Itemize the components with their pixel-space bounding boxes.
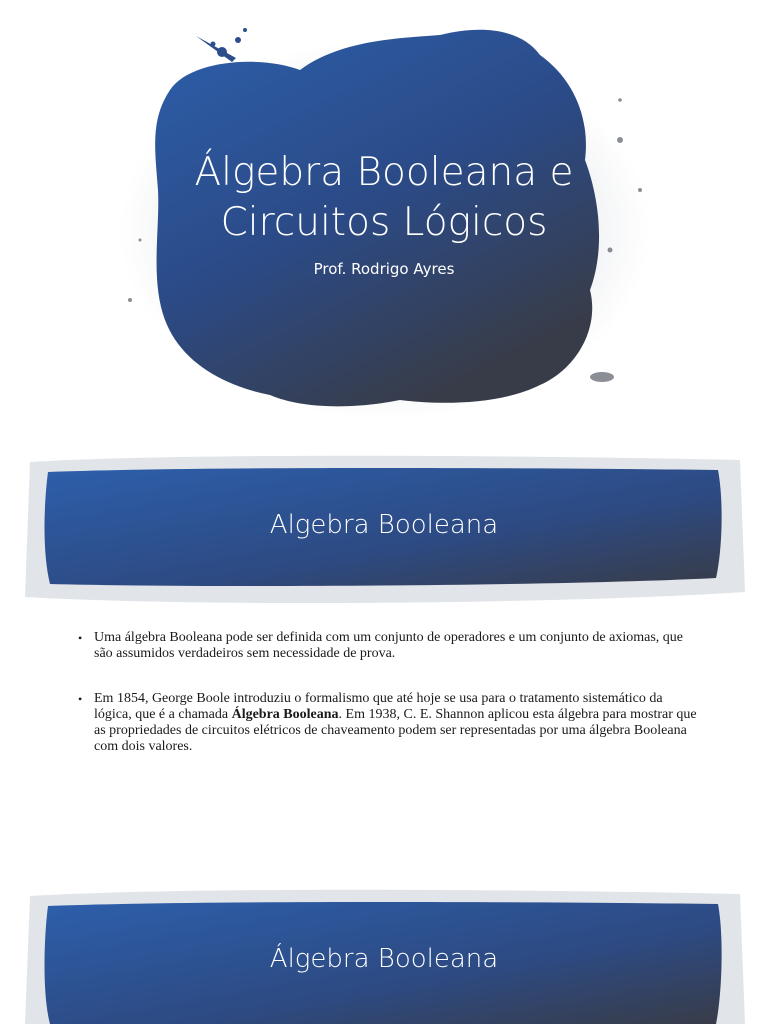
bullet-text: Uma álgebra Booleana pode ser definida com um conjunto de operadores e um conjunto de axiomas, que são assumidos verdadeiros sem necessidade de prova.	[94, 630, 683, 661]
bullet-item	[78, 630, 698, 662]
presentation-subtitle: Prof. Rodrigo Ayres	[313, 260, 455, 278]
slide-section-header	[0, 864, 768, 1024]
presentation-title	[0, 148, 768, 248]
title-line-1: Álgebra Booleana e	[194, 150, 574, 195]
slide-content	[0, 432, 768, 864]
title-line-2: Circuitos Lógicos	[220, 200, 548, 245]
bullet-text-before: Em 1854, George Boole introduziu o formalismo que até hoje se usa para o tratamento sistemático da lógica, que é a chamada	[94, 691, 663, 722]
bullet-item	[78, 691, 698, 755]
slide-title: Álgebra Booleana	[269, 944, 499, 974]
bullet-text-after: . Em 1938, C. E. Shannon aplicou esta álgebra para mostrar que as propriedades de circuitos elétricos de chaveamento podem ser representadas por uma álgebra Booleana com dois valores.	[94, 707, 697, 754]
bullet-text-bold: Álgebra Booleana	[231, 707, 339, 722]
slide-title	[0, 0, 768, 432]
bullet-list	[78, 630, 698, 755]
slide-title: Algebra Booleana	[269, 510, 499, 540]
